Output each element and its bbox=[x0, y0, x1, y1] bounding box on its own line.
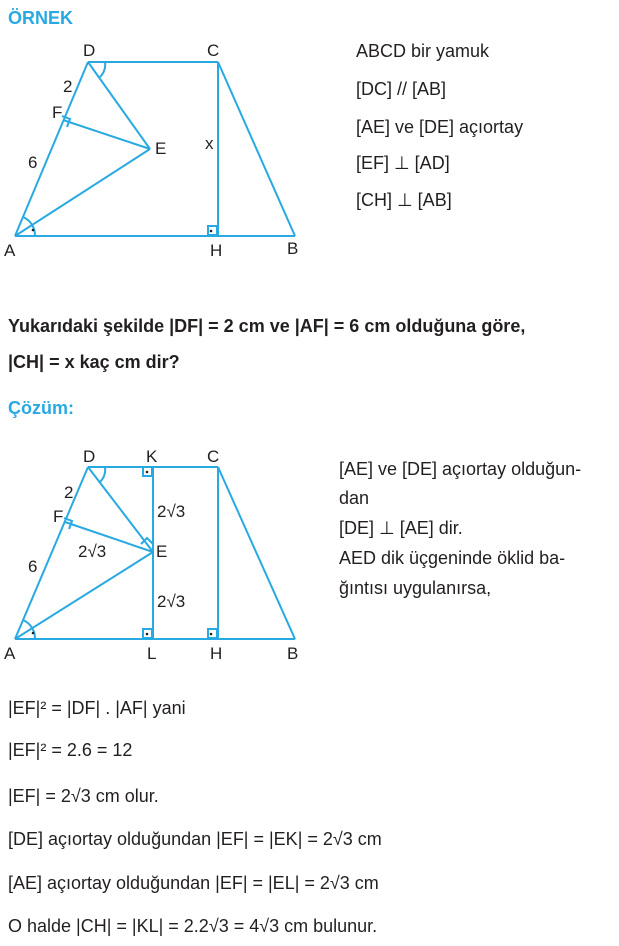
label-b: B bbox=[287, 239, 299, 258]
label-h: H bbox=[210, 644, 223, 663]
note-5: ğıntısı uygulanırsa, bbox=[339, 578, 492, 598]
figure-2 bbox=[0, 440, 330, 670]
given-3: [AE] ve [DE] açıortay bbox=[356, 117, 524, 137]
question-line-2: |CH| = x kaç cm dir? bbox=[8, 352, 180, 372]
side-cb bbox=[218, 467, 295, 639]
step-2: |EF|² = 2.6 = 12 bbox=[8, 740, 133, 760]
bisector-de bbox=[88, 62, 150, 149]
length-el: 2√3 bbox=[157, 592, 186, 611]
label-d: D bbox=[83, 447, 96, 466]
given-4: [EF] ⊥ [AD] bbox=[356, 153, 450, 173]
perp-ef bbox=[63, 120, 150, 149]
label-d: D bbox=[83, 41, 96, 60]
label-c: C bbox=[207, 447, 220, 466]
label-h: H bbox=[210, 241, 223, 260]
length-ef: 2√3 bbox=[78, 542, 107, 561]
label-e: E bbox=[156, 542, 168, 561]
bisector-de bbox=[88, 467, 153, 552]
length-df: 2 bbox=[63, 77, 73, 96]
angle-arc-d bbox=[100, 467, 105, 482]
example-heading: ÖRNEK bbox=[8, 8, 74, 28]
length-ch: x bbox=[205, 134, 214, 153]
angle-arc-d bbox=[100, 62, 105, 77]
given-1: ABCD bir yamuk bbox=[356, 41, 490, 61]
step-4: [DE] açıortay olduğundan |EF| = |EK| = 2√3 cm bbox=[8, 829, 382, 849]
step-3: |EF| = 2√3 cm olur. bbox=[8, 786, 159, 806]
side-ad bbox=[15, 62, 88, 236]
given-5: [CH] ⊥ [AB] bbox=[356, 190, 452, 210]
side-cb bbox=[218, 62, 295, 236]
right-angle-h bbox=[208, 226, 217, 235]
label-l: L bbox=[147, 644, 157, 663]
note-4: AED dik üçgeninde öklid ba- bbox=[339, 548, 566, 568]
label-k: K bbox=[146, 447, 158, 466]
label-a: A bbox=[4, 644, 16, 663]
length-af: 6 bbox=[28, 557, 38, 576]
length-ek: 2√3 bbox=[157, 502, 186, 521]
label-f: F bbox=[52, 103, 63, 122]
step-1: |EF|² = |DF| . |AF| yani bbox=[8, 698, 186, 718]
question-line-1: Yukarıdaki şekilde |DF| = 2 cm ve |AF| = 6 cm olduğuna göre, bbox=[8, 316, 526, 336]
right-angle-h bbox=[208, 629, 217, 638]
length-af: 6 bbox=[28, 153, 38, 172]
given-2: [DC] // [AB] bbox=[356, 79, 447, 99]
note-2: dan bbox=[339, 488, 370, 508]
figure-1 bbox=[0, 36, 330, 266]
label-f: F bbox=[53, 507, 64, 526]
step-5: [AE] açıortay olduğundan |EF| = |EL| = 2√3 cm bbox=[8, 873, 379, 893]
label-e: E bbox=[155, 139, 167, 158]
label-b: B bbox=[287, 644, 299, 663]
note-1: [AE] ve [DE] açıortay olduğun- bbox=[339, 459, 582, 479]
solution-heading: Çözüm: bbox=[8, 398, 74, 418]
length-df: 2 bbox=[64, 483, 74, 502]
step-6: O halde |CH| = |KL| = 2.2√3 = 4√3 cm bulunur. bbox=[8, 916, 378, 936]
label-c: C bbox=[207, 41, 220, 60]
label-a: A bbox=[4, 241, 16, 260]
note-3: [DE] ⊥ [AE] dir. bbox=[339, 518, 463, 538]
